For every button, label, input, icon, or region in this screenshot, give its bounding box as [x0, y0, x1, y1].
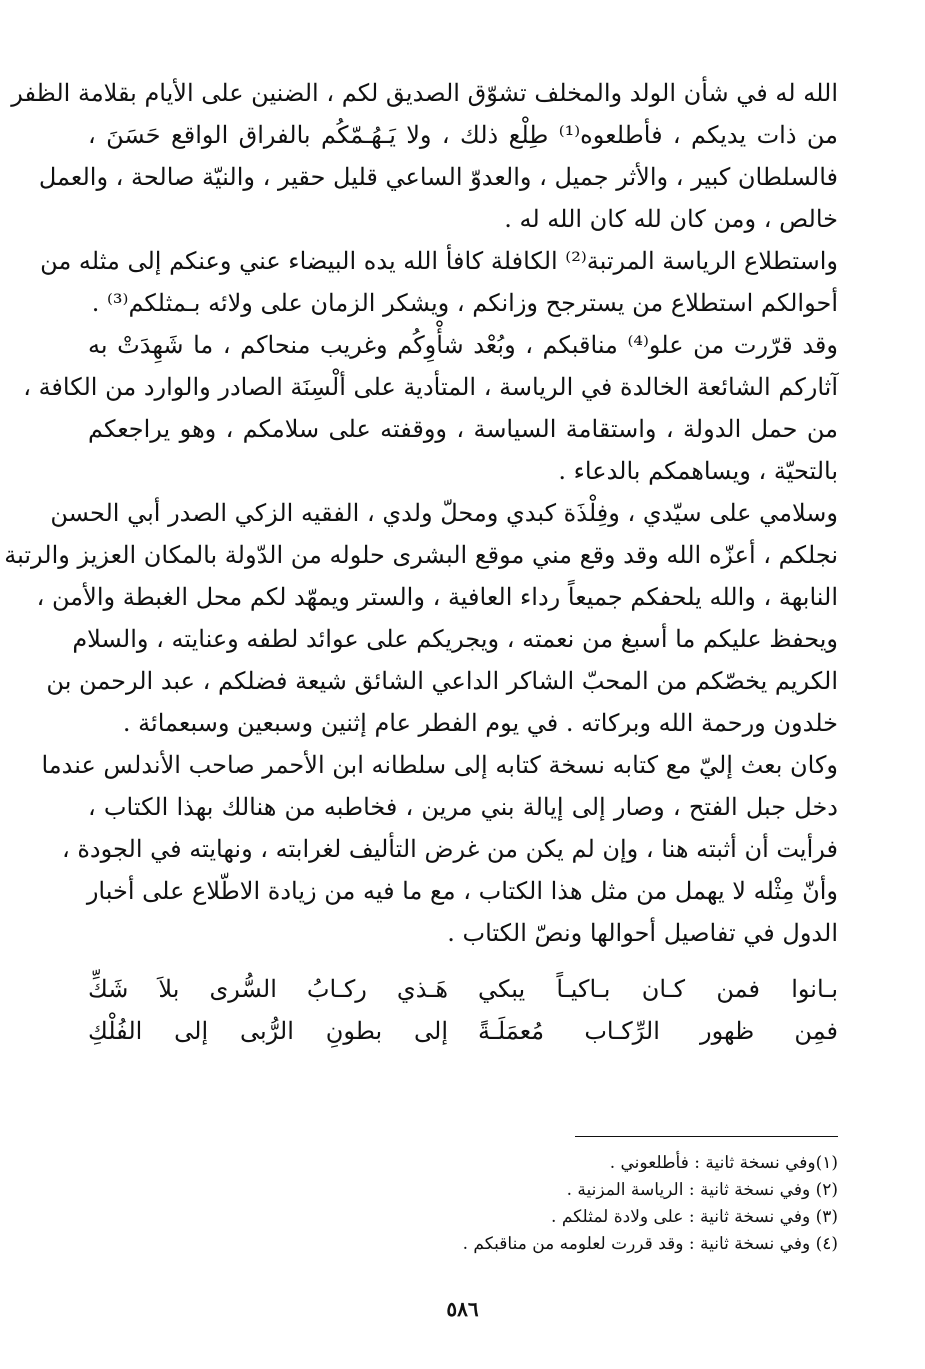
text-line: من حمل الدولة ، واستقامة السياسة ، ووقفته على سلامكم ، وهو يراجعكم: [88, 415, 838, 443]
text-line: خالص ، ومن كان لله كان الله له .: [504, 205, 838, 233]
footnotes: [88, 1150, 838, 1258]
text-line: نجلكم ، أعزّه الله وقد وقع مني موقع البشرى حلوله من الدّولة بالمكان العزيز والرتبة: [4, 541, 838, 569]
text-line: بالتحيّة ، ويساهمكم بالدعاء .: [558, 457, 838, 485]
text-line: الكريم يخصّكم من المحبّ الشاكر الداعي الشائق شيعة فضلكم ، عبد الرحمن بن: [46, 667, 838, 695]
text-line: دخل جبل الفتح ، وصار إلى إيالة بني مرين ، فخاطبه من هنالك بهذا الكتاب ،: [88, 793, 838, 821]
poem: [88, 968, 838, 1052]
poem-hemistich-first: فمِن ظهور الرِّكـاب مُعمَلَـةً: [478, 1017, 838, 1045]
page-number: ٥٨٦: [446, 1297, 479, 1321]
poem-hemistich-second: هَـذي ركـابُ السُّرى بلاَ شَكِّ: [88, 975, 448, 1003]
text-line: وقد قرّرت من علو⁽⁴⁾ مناقبكم ، وبُعْد شأْوِكُم وغريب منحاكم ، ما شَهِدَتْ به: [88, 331, 838, 359]
text-line: خلدون ورحمة الله وبركاته . في يوم الفطر عام إثنين وسبعين وسبعمائة .: [122, 709, 838, 737]
text-line: من ذات يديكم ، فأطلعوه⁽¹⁾ طِلْع ذلك ، ولا يَـهُـمّكُم بالفراق الواقع حَسَنَ ،: [88, 121, 839, 149]
main-text: [4, 72, 839, 1052]
text-line: أحوالكم استطلاع من يسترجح وزانكم ، ويشكر الزمان على ولائه بـمثلكم⁽³⁾ .: [91, 289, 838, 317]
text-line: آثاركم الشائعة الخالدة في الرياسة ، المتأدية على ألْسِنَة الصادر والوارد من الكافة ،: [23, 373, 838, 401]
text-line: ويحفظ عليكم ما أسبغ من نعمته ، ويجريكم على عوائد لطفه وعنايته ، والسلام: [72, 625, 838, 653]
text-line: الدول في تفاصيل أحوالها ونصّ الكتاب .: [447, 919, 838, 947]
text-line: وكان بعث إليّ مع كتابه نسخة كتابه إلى سلطانه ابن الأحمر صاحب الأندلس عندما: [41, 751, 838, 779]
text-line: النابهة ، والله يلحفكم جميعاً رداء العافية ، والستر ويمهّد لكم محل الغبطة والأمن ،: [36, 583, 838, 611]
text-line: وأنّ مِثْله لا يهمل من مثل هذا الكتاب ، مع ما فيه من زيادة الاطّلاع على أخبار: [86, 877, 838, 905]
footnote: (١)وفي نسخة ثانية : فأطلعوني .: [609, 1153, 838, 1173]
footnote-separator: [575, 1136, 838, 1137]
footnote: (٤) وفي نسخة ثانية : وقد قررت لعلومه من مناقبكم .: [462, 1234, 838, 1254]
text-line: واستطلاع الرياسة المرتبة⁽²⁾ الكافلة كافأ الله يده البيضاء عني وعنكم إلى مثله من: [40, 247, 838, 275]
footnote: (٣) وفي نسخة ثانية : على ولادة لمثلكم .: [551, 1207, 838, 1227]
text-line: فرأيت أن أثبته هنا ، وإن لم يكن من غرض التأليف لغرابته ، ونهايته في الجودة ،: [61, 835, 838, 863]
text-line: الله له في شأن الولد والمخلف تشوّق الصديق لكم ، الضنين على الأيام بقلامة الظفر: [11, 79, 838, 107]
text-line: وسلامي على سيّدي ، وفِلْذَة كبدي ومحلّ ولدي ، الفقيه الزكي الصدر أبي الحسن: [50, 499, 838, 527]
poem-verse: [88, 968, 838, 1010]
poem-hemistich-first: بـانوا فمن كـان بـاكيـاً يبكي: [478, 975, 838, 1003]
text-line: فالسلطان كبير ، والأثر جميل ، والعدوّ الساعي قليل حقير ، والنيّة صالحة ، والعمل: [38, 163, 838, 191]
footnote: (٢) وفي نسخة ثانية : الرياسة المزنية .: [566, 1180, 838, 1200]
poem-hemistich-second: إلى بطونِ الرُّبى إلى الفُلْكِ: [88, 1017, 448, 1045]
poem-verse: [88, 1010, 838, 1052]
